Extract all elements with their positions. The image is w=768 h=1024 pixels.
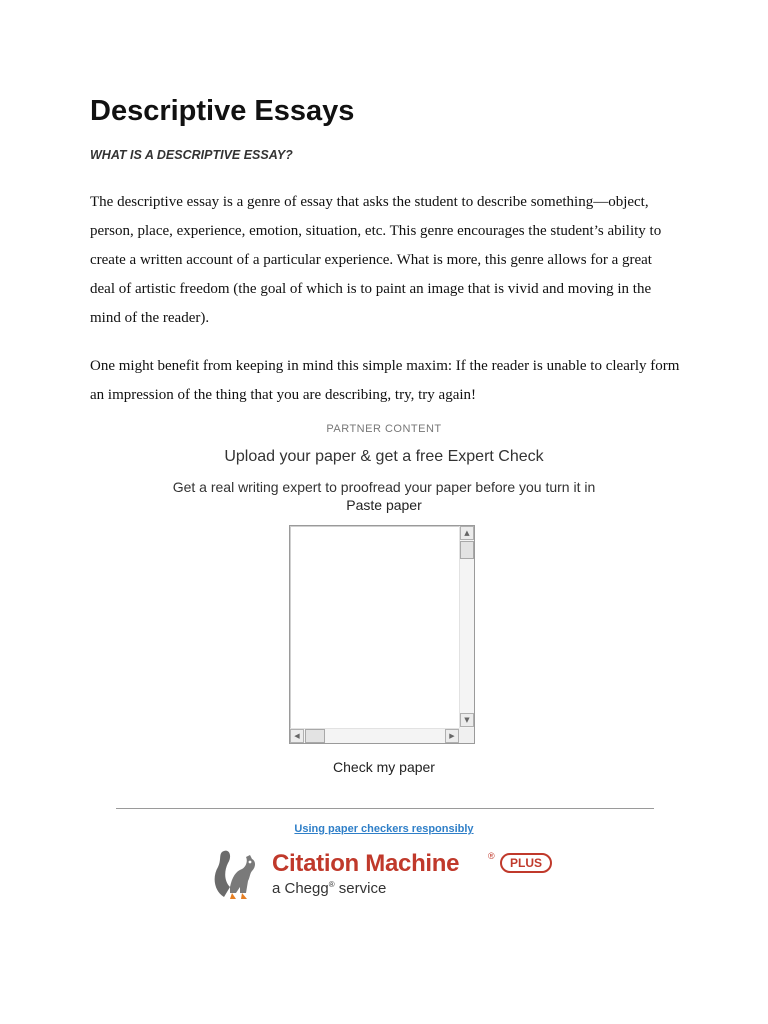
paste-paper-label: Paste paper	[346, 497, 422, 513]
divider	[116, 808, 654, 809]
vertical-scroll-thumb[interactable]	[460, 541, 474, 559]
body-paragraph-1: The descriptive essay is a genre of essay that asks the student to describe something—object, person, place, experience, emotion, situation, etc. This genre encourages the student’s ability to create a written account of a particular experience. What is more, this genre allows for a great deal of artistic freedom (the goal of which is to paint an image that is vivid and moving in the mind of the reader).	[90, 194, 662, 326]
scroll-left-icon[interactable]: ◀	[290, 729, 304, 743]
citation-machine-logo[interactable]	[210, 845, 560, 905]
upload-headline: Upload your paper & get a free Expert Check	[224, 448, 544, 465]
using-paper-checkers-link[interactable]: Using paper checkers responsibly	[294, 823, 474, 835]
vertical-scrollbar[interactable]	[459, 526, 474, 728]
scroll-right-icon[interactable]: ▶	[445, 729, 459, 743]
partner-content-label: PARTNER CONTENT	[326, 423, 442, 435]
brand-name: Citation Machine	[272, 850, 460, 877]
service-prefix: a Chegg	[272, 880, 329, 897]
horizontal-scroll-thumb[interactable]	[305, 729, 325, 743]
scroll-up-icon[interactable]: ▲	[460, 526, 474, 540]
paste-paper-textarea[interactable]	[289, 525, 475, 744]
check-my-paper-button[interactable]: Check my paper	[333, 759, 435, 775]
body-paragraph-2: One might benefit from keeping in mind this simple maxim: If the reader is unable to clearly form an impression of the thing that you are describing, try, try again!	[90, 358, 680, 403]
upload-tagline: Get a real writing expert to proofread your paper before you turn it in	[172, 479, 596, 495]
scroll-down-icon[interactable]: ▼	[460, 713, 474, 727]
horizontal-scrollbar[interactable]	[290, 728, 460, 743]
scrollbar-corner	[459, 728, 474, 743]
plus-badge: PLUS	[500, 853, 552, 873]
service-mark: ®	[328, 880, 335, 889]
chegg-service-label	[272, 879, 386, 899]
service-suffix: service	[334, 880, 387, 897]
section-heading: WHAT IS A DESCRIPTIVE ESSAY?	[90, 148, 293, 162]
page-title: Descriptive Essays	[90, 95, 355, 127]
registered-mark: ®	[488, 851, 495, 861]
squirrel-icon	[210, 847, 260, 903]
